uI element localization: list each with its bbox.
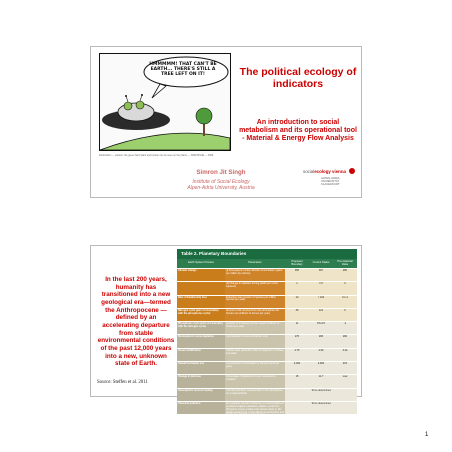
current-status-cell: > 100 [309,296,333,308]
process-cell: Global freshwater use [177,362,225,374]
current-status-cell: 2,600 [309,362,333,374]
process-cell: Nitrogen cycle (part of a boundary with the phosphorus cycle) [177,309,225,321]
process-cell: Phosphorus cycle (part of a boundary with the nitrogen cycle) [177,322,225,334]
column-header: Pre-industrial Value [337,259,353,266]
column-header: Current Status [312,261,330,265]
parameter-cell: Percentage of global land cover converted to cropland [225,375,285,387]
university-logo-text [321,177,340,187]
preindustrial-value-cell: 280 [333,269,357,281]
column-header: Proposed Boundary [291,259,303,266]
process-cell: Climate change [177,269,225,281]
planetary-boundaries-table [177,249,357,417]
preindustrial-value-cell: Low [333,375,357,387]
process-cell: Ocean acidification [177,349,225,361]
process-cell: Change in land use [177,375,225,387]
process-cell: Atmospheric aerosol loading [177,389,225,401]
column-header: Parameters [248,261,262,265]
merged-value-cell: To be determined [285,389,357,401]
process-cell: Rate of biodiversity loss [177,296,225,308]
affiliation [143,179,299,192]
author-name: Simron Jit Singh [196,169,246,176]
process-cell: Stratospheric ozone depletion [177,335,225,347]
preindustrial-value-cell: 0 [333,282,357,294]
affiliation-university: Alpen-Adria University, Austria [187,185,255,192]
parameter-cell: (ii) Change in radiative forcing (watts per metre squared) [225,282,285,294]
logo-word-bold: ecology vienna [314,169,346,174]
current-status-cell: 283 [309,335,333,347]
proposed-boundary-cell: 4,000 [285,362,309,374]
table-row [177,268,357,281]
table-row [177,281,357,294]
parameter-cell: Consumption of freshwater by humans (km3 per year) [225,362,285,374]
slide-planetary-boundaries [90,245,362,417]
preindustrial-value-cell: 0 [333,309,357,321]
cartoon-image [99,53,231,151]
process-cell [177,282,225,294]
proposed-boundary-cell: 15 [285,375,309,387]
current-status-cell: 121 [309,309,333,321]
affiliation-institute: Institute of Social Ecology [192,179,250,185]
source-citation: Source: Steffen et al. 2011 [97,380,148,385]
preindustrial-value-cell: 290 [333,335,357,347]
parameter-cell: For example, amount emitted to, or concentration of persistent organic pollutants, plastics, endocrine disrupters, heavy metals and nuclear waste in, the global environment, or the effects on ecosystem and functioning of Earth system thereof [226,401,284,417]
proposed-boundary-cell: 2.75 [285,349,309,361]
logo-sub-line: KLAGENFURT [321,182,340,187]
current-status-cell: 1.5 [309,282,333,294]
merged-value-cell: To be determined [285,402,357,414]
proposed-boundary-cell: 11 [285,322,309,334]
table-row [177,361,357,374]
process-cell: Chemical pollution [177,402,225,414]
preindustrial-value-cell: 0.1-1 [333,296,357,308]
table-row [177,401,357,417]
slide-subtitle: An introduction to social metabolism and its operational tool - Material & Energy Flow Analysis [239,119,357,143]
proposed-boundary-cell: 276 [285,335,309,347]
proposed-boundary-cell: 350 [285,269,309,281]
table-row [177,295,357,308]
cartoon-speech-text: HMMMMM! THAT CAN'T BE EARTH... THERE'S STILL A TREE LEFT ON IT! [149,62,217,78]
table-row [177,388,357,401]
preindustrial-value-cell: 3.44 [333,349,357,361]
proposed-boundary-cell: 10 [285,296,309,308]
cartoon-caption: Roubindom — cartoon: the green hand plant and human can be seen on the planet — ISSN/ISSUE — 1999 [99,154,214,157]
page-number: 1 [425,432,429,438]
logo-sub-line: ALPEN-ADRIA [321,176,340,180]
table-header [177,259,357,268]
logo-word-plain: social [303,169,315,174]
current-status-cell: 8.5-9.5 [309,322,333,334]
preindustrial-value-cell: -1 [333,322,357,334]
table-body [177,268,357,417]
slide-title [90,46,362,198]
logo-wordmark [303,169,346,174]
table-row [177,374,357,387]
parameter-cell: Concentration of ozone (Dobson unit) [225,335,285,347]
column-header: Earth System Process [188,261,214,265]
social-ecology-logo [303,169,357,191]
proposed-boundary-cell: 35 [285,309,309,321]
logo-mark-icon [349,168,355,174]
parameter-cell: Global mean saturation state of aragonite in surface sea water [225,349,285,361]
parameter-cell: Quantity of P flowing into the oceans (millions of tonnes per year) [225,322,285,334]
table-row [177,321,357,334]
parameter-cell: Overall particulate concentration in the atmosphere, on a regional basis [225,389,285,401]
table-title: Table 2. Planetary Boundaries [177,249,357,259]
table-row [177,348,357,361]
proposed-boundary-cell: 1 [285,282,309,294]
slide-title-text: The political ecology of indicators [239,66,357,90]
parameter-cell: Extinction rate (number of species per million species per year) [225,296,285,308]
table-row [177,334,357,347]
parameter-cell: (i) Atmospheric carbon dioxide concentration (parts per million by volume) [225,269,285,281]
parameter-cell: Amount of N2 removed from the atmosphere for human use (millions of tonnes per year) [225,309,285,321]
table-row [177,308,357,321]
current-status-cell: 2.90 [309,349,333,361]
current-status-cell: 11.7 [309,375,333,387]
anthropocene-statement: In the last 200 years, humanity has transitioned into a new geological era—termed the Anthropocene — defined by an accelerating departure from stable environmental conditions of the past 12,000 years into a new, unknown state of Earth. [97,276,175,368]
preindustrial-value-cell: 415 [333,362,357,374]
current-status-cell: 387 [309,269,333,281]
logo-sub-line: UNIVERSITÄT [321,179,340,184]
